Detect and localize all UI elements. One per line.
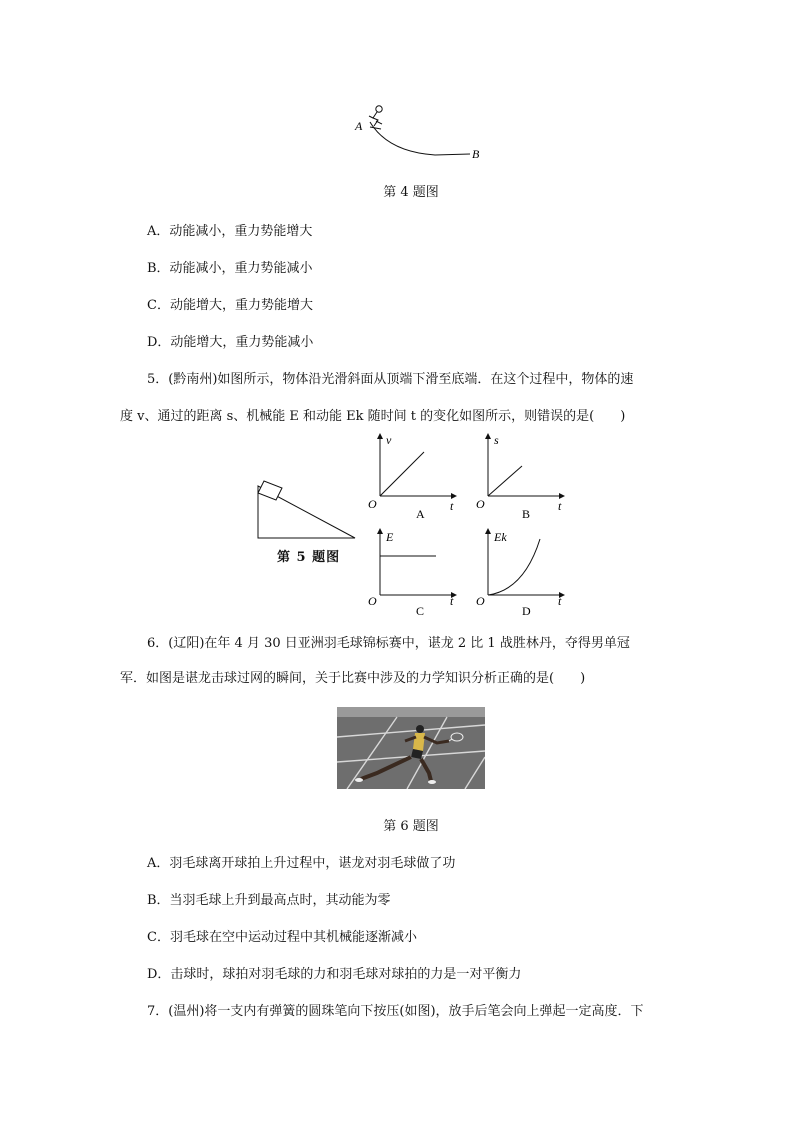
q5-graph-a-ylabel: v	[386, 433, 392, 447]
q5-graph-d-ylabel: Ek	[494, 530, 507, 544]
q5-graph-c	[366, 525, 466, 617]
q5-graph-c-origin: O	[368, 594, 377, 608]
q7-text-line1: 7．(温州)将一支内有弹簧的圆珠笔向下按压(如图)，放手后笔会向上弹起一定高度．下	[147, 1004, 644, 1019]
q5-graph-a-xlabel: t	[450, 499, 454, 513]
q5-graph-a-letter: A	[416, 507, 425, 520]
q5-graph-c-xlabel: t	[450, 594, 454, 608]
q4-label-b: B	[472, 147, 480, 161]
q6-option-d: D．击球时，球拍对羽毛球的力和羽毛球对球拍的力是一对平衡力	[147, 967, 522, 982]
q5-graph-b-ylabel: s	[494, 433, 499, 447]
q5-graph-d-origin: O	[476, 594, 485, 608]
q5-graph-b-xlabel: t	[558, 499, 562, 513]
q5-graph-b-letter: B	[522, 507, 531, 520]
q4-option-d: D．动能增大，重力势能减小	[147, 335, 314, 350]
q6-badminton-photo	[337, 707, 485, 789]
q5-graph-b-origin: O	[476, 497, 485, 511]
q5-graph-d-letter: D	[522, 604, 531, 617]
q5-graph-a	[366, 430, 466, 520]
q4-skier-icon	[369, 106, 382, 129]
q4-caption: 第 4 题图	[383, 185, 439, 200]
q6-option-c: C．羽毛球在空中运动过程中其机械能逐渐减小	[147, 930, 417, 945]
q5-graph-b	[474, 430, 574, 520]
q4-track-curve	[370, 122, 470, 155]
q5-graph-c-letter: C	[416, 604, 425, 617]
q4-label-a: A	[355, 119, 363, 133]
q6-text-line1: 6．(辽阳)在年 4 月 30 日亚洲羽毛球锦标赛中，谌龙 2 比 1 战胜林丹，夺得男单冠	[147, 636, 630, 651]
q5-caption: 第 5 题图	[277, 550, 341, 565]
q5-graph-a-plot	[380, 452, 424, 496]
q4-figure	[340, 100, 500, 170]
q5-graph-c-ylabel: E	[386, 530, 394, 544]
q5-graph-d-xlabel: t	[558, 594, 562, 608]
q5-text-line1: 5．(黔南州)如图所示，物体沿光滑斜面从顶端下滑至底端．在这个过程中，物体的速	[147, 372, 634, 387]
q5-incline-figure	[250, 478, 360, 540]
q6-caption: 第 6 题图	[383, 819, 439, 834]
q6-text-line2: 军．如图是谌龙击球过网的瞬间，关于比赛中涉及的力学知识分析正确的是( )	[120, 671, 586, 686]
q6-option-b: B．当羽毛球上升到最高点时，其动能为零	[147, 893, 391, 908]
q4-option-c: C．动能增大，重力势能增大	[147, 298, 313, 313]
q5-graph-d	[474, 525, 574, 617]
q4-option-b: B．动能减小，重力势能减小	[147, 261, 313, 276]
q6-option-a: A．羽毛球离开球拍上升过程中，谌龙对羽毛球做了功	[147, 856, 456, 871]
q4-option-a: A．动能减小，重力势能增大	[147, 224, 313, 239]
q5-graph-d-plot	[488, 539, 540, 595]
q5-graph-a-origin: O	[368, 497, 377, 511]
q5-text-line2: 度 v、通过的距离 s、机械能 E 和动能 Ek 随时间 t 的变化如图所示，则错误的是( )	[120, 409, 626, 424]
q5-graph-b-plot	[488, 466, 522, 496]
